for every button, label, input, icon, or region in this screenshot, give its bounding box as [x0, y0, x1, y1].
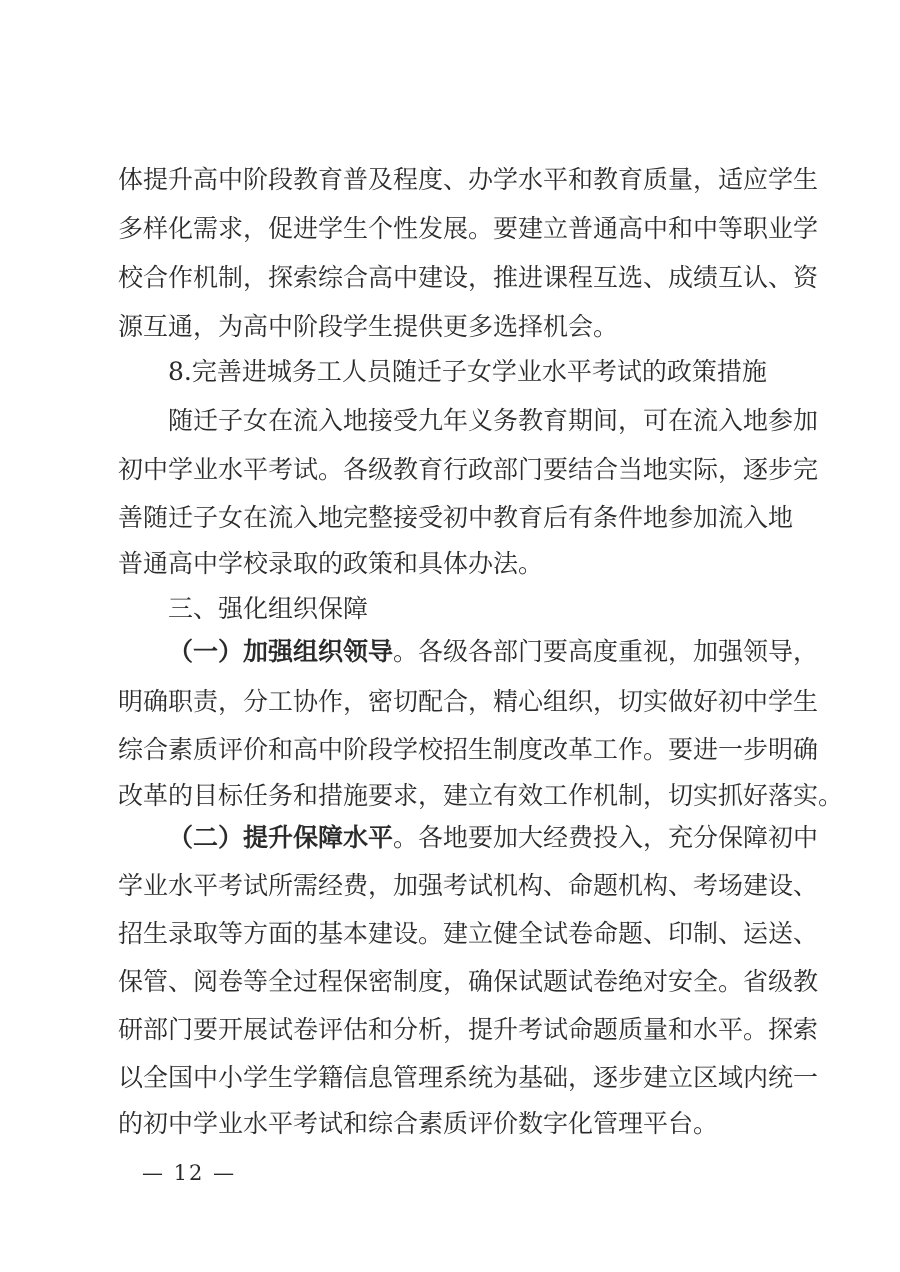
paragraph-line: 保管、阅卷等全过程保密制度，确保试题试卷绝对安全。省级教	[118, 967, 819, 996]
paragraph-line: 招生录取等方面的基本建设。建立健全试卷命题、印制、运送、	[118, 919, 819, 948]
subsection-first-line	[168, 818, 819, 858]
paragraph-line: 的初中学业水平考试和综合素质评价数字化管理平台。	[118, 1109, 719, 1138]
subsection-title: （二）提升保障水平	[168, 823, 394, 852]
subsection-title: （一）加强组织领导	[168, 637, 394, 666]
section-heading: 三、强化组织保障	[168, 594, 369, 623]
paragraph-line: 随迁子女在流入地接受九年义务教育期间，可在流入地参加	[168, 406, 819, 435]
paragraph-line: 初中学业水平考试。各级教育行政部门要结合当地实际，逐步完	[118, 455, 819, 484]
item-8-title: 8.完善进城务工人员随迁子女学业水平考试的政策措施	[168, 357, 767, 386]
subsection-text: 。各地要加大经费投入，充分保障初中	[393, 823, 819, 852]
paragraph-line: 以全国中小学生学籍信息管理系统为基础，逐步建立区域内统一	[118, 1063, 819, 1092]
paragraph-line: 源互通，为高中阶段学生提供更多选择机会。	[118, 312, 619, 341]
paragraph-line: 普通高中学校录取的政策和具体办法。	[118, 549, 544, 578]
paragraph-line: 改革的目标任务和措施要求，建立有效工作机制，切实抓好落实。	[118, 781, 844, 810]
page-number: — 12 —	[142, 1161, 237, 1185]
paragraph-line: 研部门要开展试卷评估和分析，提升考试命题质量和水平。探索	[118, 1015, 819, 1044]
subsection-text: 。各级各部门要高度重视，加强领导，	[393, 637, 819, 666]
paragraph-line: 体提升高中阶段教育普及程度、办学水平和教育质量，适应学生	[118, 165, 819, 194]
paragraph-line: 学业水平考试所需经费，加强考试机构、命题机构、考场建设、	[118, 871, 819, 900]
paragraph-line: 善随迁子女在流入地完整接受初中教育后有条件地参加流入地	[118, 503, 794, 532]
subsection-first-line	[168, 632, 819, 672]
paragraph-line: 明确职责，分工协作，密切配合，精心组织，切实做好初中学生	[118, 687, 819, 716]
paragraph-line: 校合作机制，探索综合高中建设，推进课程互选、成绩互认、资	[118, 263, 819, 292]
paragraph-line: 多样化需求，促进学生个性发展。要建立普通高中和中等职业学	[118, 214, 819, 243]
paragraph-line: 综合素质评价和高中阶段学校招生制度改革工作。要进一步明确	[118, 735, 819, 764]
